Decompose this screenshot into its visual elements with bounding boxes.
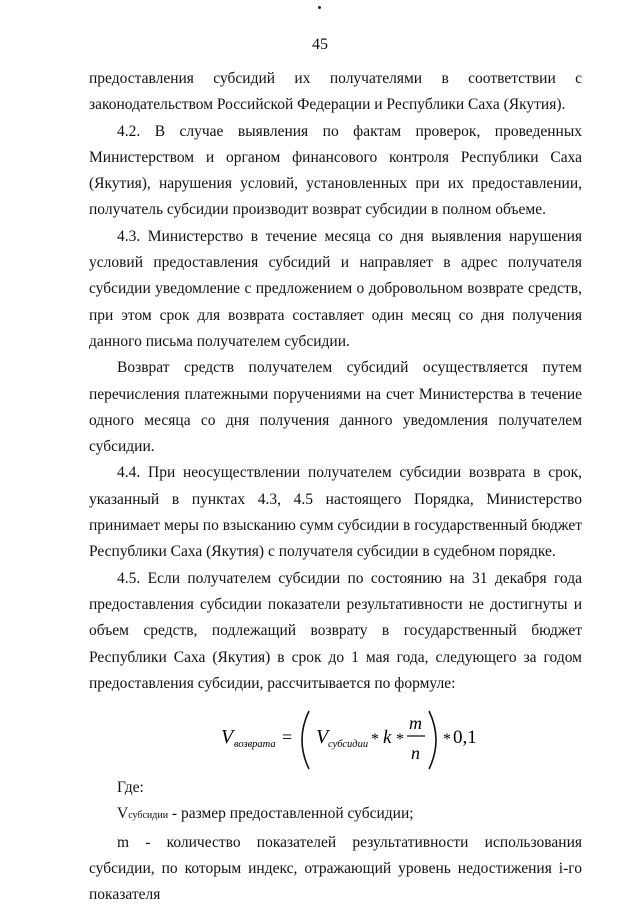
def-v-text: - размер предоставленной субсидии; xyxy=(168,805,414,823)
where-label: Где: xyxy=(117,779,144,797)
formula-inner-sub: субсидии xyxy=(328,739,369,751)
formula-denominator: n xyxy=(411,743,420,764)
def-v-subscript: субсидии xyxy=(128,810,169,822)
paragraph-return: Возврат средств получателем субсидий осуществляется путем перечисления платежными поручениями на счет Министерства в течение одного месяца со дня получения данного уведомления получателем субсидии. xyxy=(89,359,582,456)
definition-m: m - количество показателей результативности использования субсидии, по которым индекс, отражающий уровень недостижения i-го показателя xyxy=(89,833,582,904)
formula-lhs-sub: возврата xyxy=(234,739,276,751)
paragraph-4-3: 4.3. Министерство в течение месяца со дня выявления нарушения условий предоставления субсидий и направляет в адрес получателя субсидии уведомление с предложением о добровольном возврате средств, при этом срок для возврата составляет один месяц со дня получения данного письма получателем субсидии. xyxy=(89,227,582,350)
definition-v xyxy=(89,801,582,829)
paragraph-4-4: 4.4. При неосуществлении получателем субсидии возврата в срок, указанный в пунктах 4.3, 4.5 настоящего Порядка, Министерство принимает меры по взысканию сумм субсидии в государственный бюджет Республики Саха (Якутия) с получателя субсидии в судебном порядке. xyxy=(89,464,582,561)
def-v-symbol: V xyxy=(117,805,129,823)
formula-left-paren xyxy=(302,711,309,769)
paragraph-4-5: 4.5. Если получателем субсидии по состоянию на 31 декабря года предоставления субсидии показатели результативности не достигнуты и объем средств, подлежащий возврату в государственный бюджет Республики Саха (Якутия) в срок до 1 мая года, следующего за годом предоставления субсидии, рассчитывается по формуле: xyxy=(89,569,582,692)
formula xyxy=(89,703,582,773)
formula-lhs-var: V xyxy=(221,726,234,749)
formula-op3: * xyxy=(443,731,451,749)
formula-numerator: m xyxy=(409,713,422,734)
formula-k: k xyxy=(383,727,392,749)
top-speck xyxy=(318,6,321,9)
formula-right-paren xyxy=(429,711,436,769)
formula-op2: * xyxy=(396,731,404,749)
formula-op1: * xyxy=(371,731,379,749)
formula-svg xyxy=(219,703,479,773)
formula-equals: = xyxy=(282,727,293,748)
page-number: 45 xyxy=(312,36,328,53)
paragraph-4-2: 4.2. В случае выявления по фактам проверок, проведенных Министерством и органом финансового контроля Республики Саха (Якутия), нарушения условий, установленных при их предоставлении, получатель субсидии производит возврат субсидии в полном объеме. xyxy=(89,122,582,219)
paragraph-continuation: предоставления субсидий их получателями в соответствии с законодательством Российской Федерации и Республики Саха (Якутия). xyxy=(89,70,582,114)
document-body xyxy=(89,66,582,909)
formula-inner-var: V xyxy=(316,726,329,749)
formula-factor: 0,1 xyxy=(453,727,477,749)
